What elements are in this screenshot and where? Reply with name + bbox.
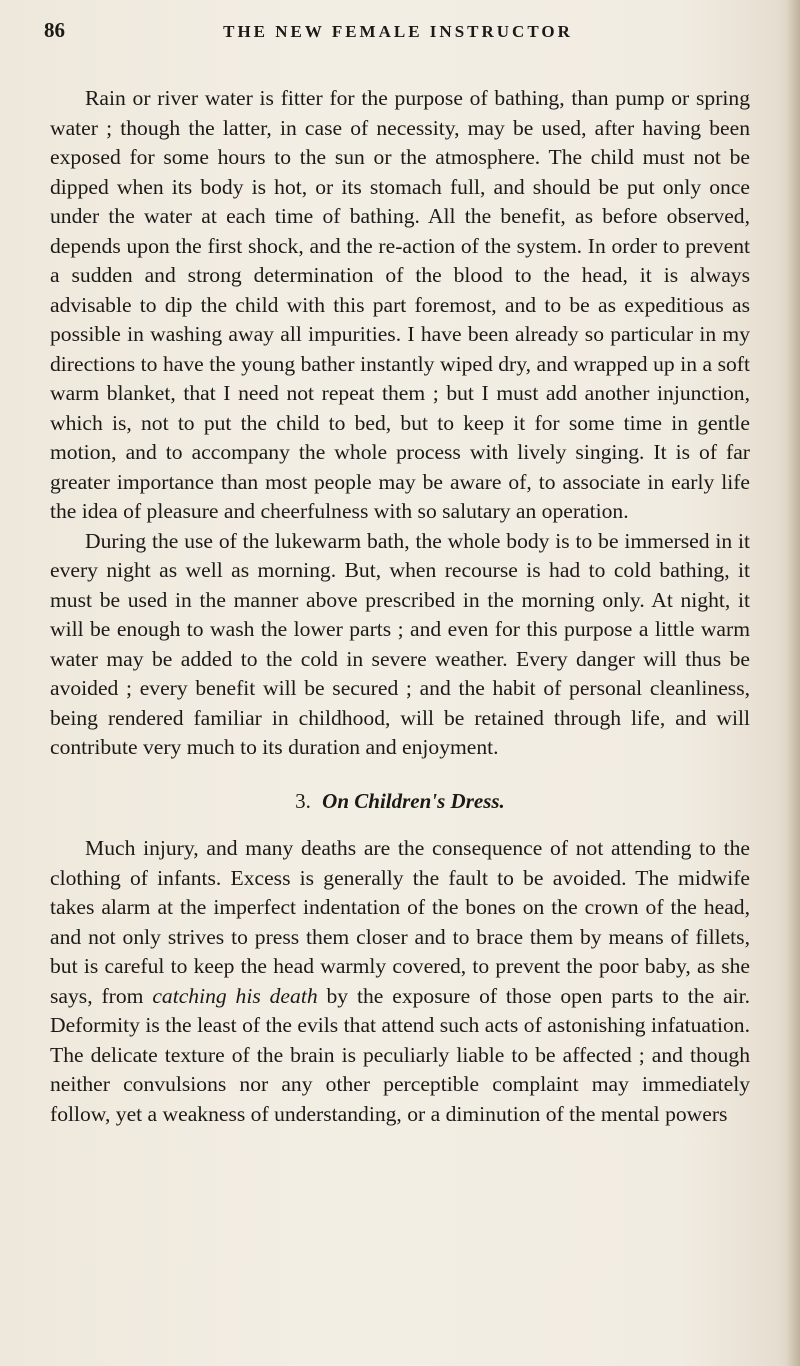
section-number: 3. — [295, 788, 311, 813]
running-head: THE NEW FEMALE INSTRUCTOR — [223, 22, 573, 41]
paragraph-childrens-dress — [50, 834, 750, 1129]
section-heading — [50, 787, 750, 817]
dress-text-part-1: Much injury, and many deaths are the consequence of not attending to the clothing of infants. Excess is generally the fault to be avoided. The midwife takes alarm at the imperfect indentation of the bones on the crown of the head, and not only strives to press them closer and to brace them by means of fillets, but is careful to keep the head warmly covered, to prevent the poor baby, as she says, from — [50, 836, 750, 1008]
body-text — [50, 84, 750, 1129]
paragraph-lukewarm-bath: During the use of the lukewarm bath, the whole body is to be immersed in it every night as well as morning. But, when recourse is had to cold bathing, it must be used in the manner above prescribed in the morning only. At night, it will be enough to wash the lower parts ; and even for this purpose a little warm water may be added to the cold in severe weather. Every danger will thus be avoided ; every benefit will be secured ; and the habit of personal cleanliness, being rendered familiar in childhood, will be retained through life, and will contribute very much to its duration and enjoyment. — [50, 528, 750, 759]
page-number: 86 — [44, 18, 65, 42]
dress-text-part-2: by the exposure of those open parts to the air. Deformity is the least of the evils that attend such acts of astonishing infatuation. The delicate texture of the brain is peculiarly liable to be affected ; and though neither convulsions nor any other perceptible complaint may immediately follow, yet a weakness of understanding, or a diminution of the mental powers — [50, 983, 751, 1126]
page-edge-shadow — [786, 0, 800, 1366]
section-title: On Children's Dress. — [322, 788, 505, 813]
paragraph-bathing-water: Rain or river water is fitter for the purpose of bathing, than pump or spring water ; though the latter, in case of necessity, may be used, after having been exposed for some hours to the sun or the atmosphere. The child must not be dipped when its body is hot, or its stomach full, and should be put only once under the water at each time of bathing. All the benefit, as before observed, depends upon the first shock, and the re-action of the system. In order to prevent a sudden and strong determination of the blood to the head, it is always advisable to dip the child with this part foremost, and to be as expeditious as possible in washing away all impurities. I have been already so particular in my directions to have the young bather instantly wiped dry, and wrapped up in a soft warm blanket, that I need not repeat them ; but I must add another injunction, which is, not to put the child to bed, but to keep it for some time in gentle motion, and to accompany the whole process with lively singing. It is of far greater importance than most people may be aware of, to associate in early life the idea of pleasure and cheerfulness with so salutary an operation. — [50, 86, 750, 523]
dress-text-italic: catching his death — [152, 983, 318, 1008]
page-header — [44, 18, 752, 46]
